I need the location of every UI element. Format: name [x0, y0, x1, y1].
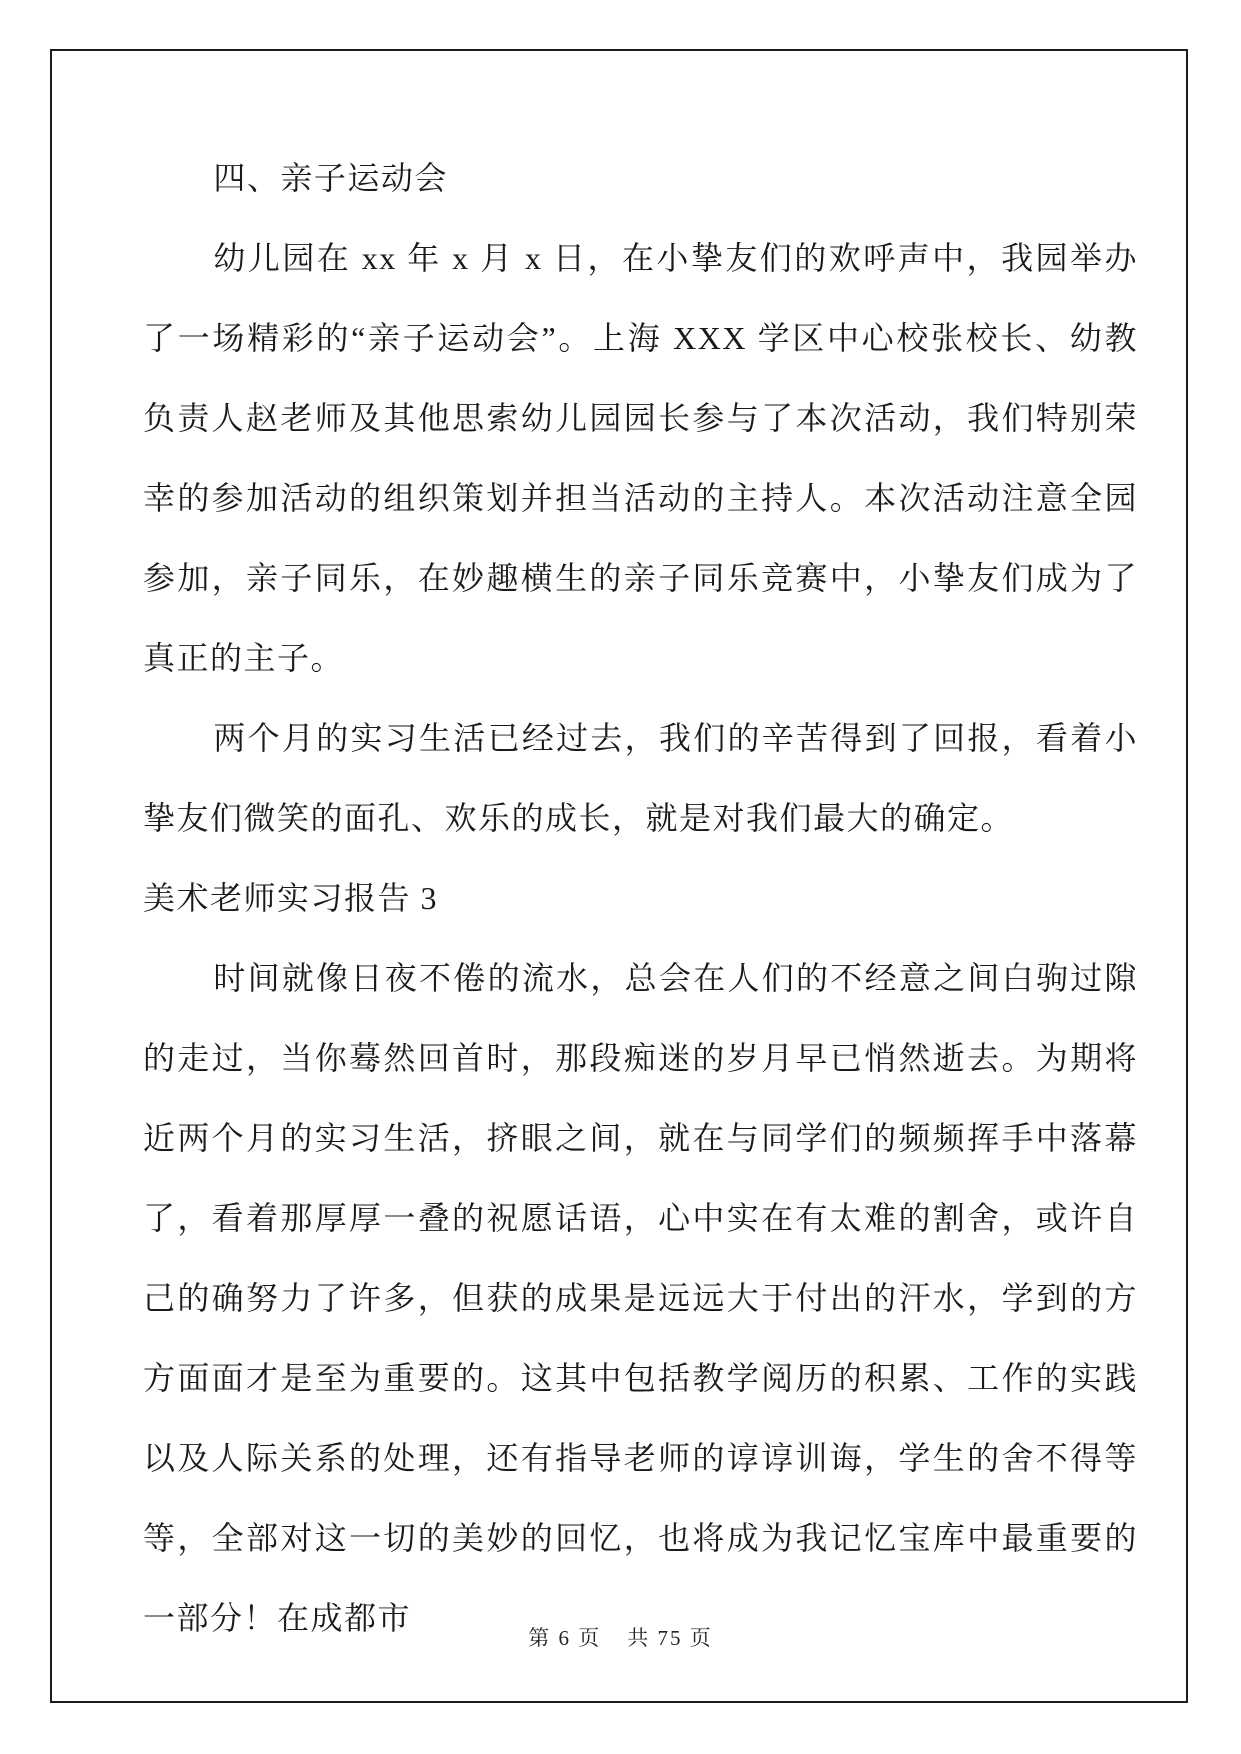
- paragraph-time-like-water: 时间就像日夜不倦的流水，总会在人们的不经意之间白驹过隙的走过，当你蓦然回首时，那段痴迷的岁月早已悄然逝去。为期将近两个月的实习生活，挤眼之间，就在与同学们的频频挥手中落幕了，看着那厚厚一叠的祝愿话语，心中实在有太难的割舍，或许自己的确努力了许多，但获的成果是远远大于付出的汗水，学到的方方面面才是至为重要的。这其中包括教学阅历的积累、工作的实践以及人际关系的处理，还有指导老师的谆谆训诲，学生的舍不得等等，全部对这一切的美妙的回忆，也将成为我记忆宝库中最重要的一部分！在成都市: [143, 960, 1138, 1636]
- paragraph-two-months-summary: 两个月的实习生活已经过去，我们的辛苦得到了回报，看着小挚友们微笑的面孔、欢乐的成长，就是对我们最大的确定。: [143, 720, 1138, 836]
- page-number-total: 共 75 页: [627, 1626, 713, 1650]
- page-footer: [0, 1622, 1241, 1652]
- paragraph-kindergarten-sports: 幼儿园在 xx 年 x 月 x 日，在小挚友们的欢呼声中，我园举办了一场精彩的“亲子运动会”。上海 XXX 学区中心校张校长、幼教负责人赵老师及其他思索幼儿园园长参与了本次活动，我们特别荣幸的参加活动的组织策划并担当活动的主持人。本次活动注意全园参加，亲子同乐，在妙趣横生的亲子同乐竞赛中，小挚友们成为了真正的主子。: [143, 240, 1138, 676]
- subreport-title-3: 美术老师实习报告 3: [143, 880, 439, 916]
- document-body: [143, 138, 1138, 1658]
- page-number-current: 第 6 页: [528, 1626, 602, 1650]
- section-heading-four: 四、亲子运动会: [213, 160, 448, 196]
